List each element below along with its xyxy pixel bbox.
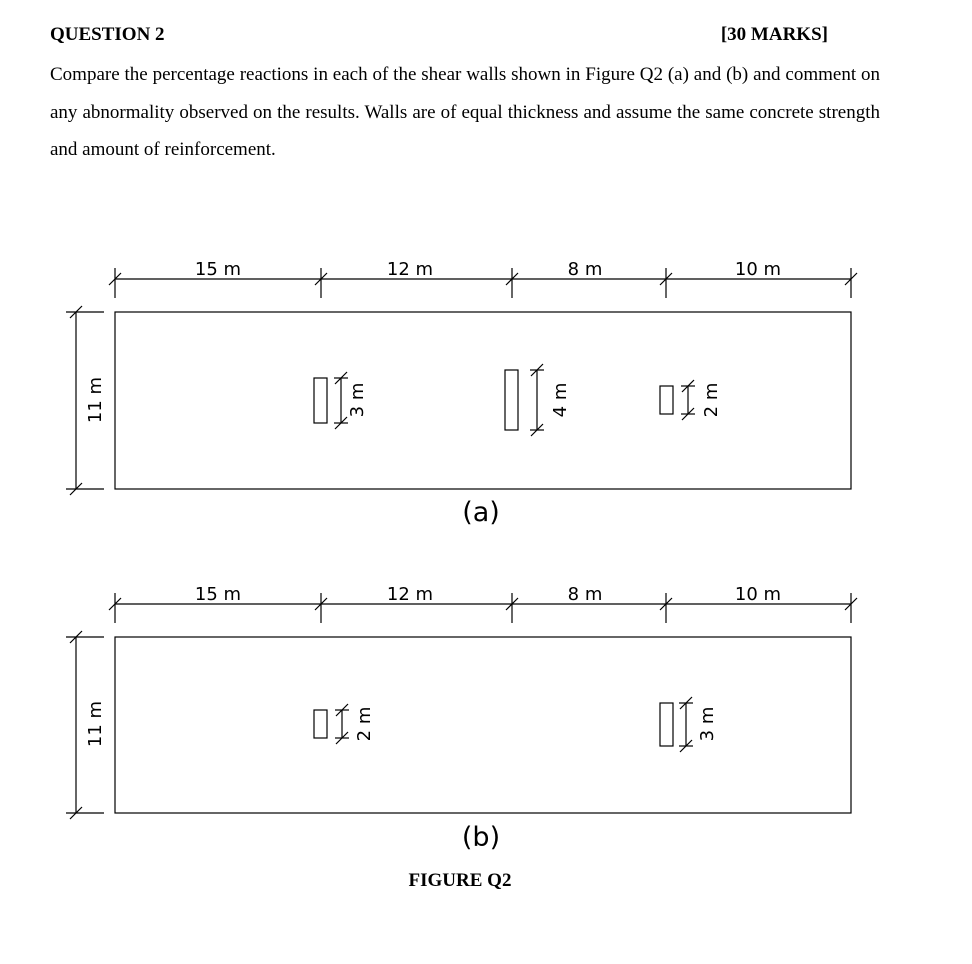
wall-dimension-b1 xyxy=(335,704,349,744)
span-label-a2: 12 m xyxy=(386,259,434,280)
span-label-b1: 15 m xyxy=(194,584,242,605)
shear-wall-b2 xyxy=(660,703,673,746)
wall-dimension-a3 xyxy=(681,380,695,420)
figure-label-a: (a) xyxy=(462,497,500,528)
wall-label-a3: 2 m xyxy=(701,382,722,418)
span-label-b2: 12 m xyxy=(386,584,434,605)
shear-wall-a2 xyxy=(505,370,518,430)
figure-caption: FIGURE Q2 xyxy=(408,870,512,891)
height-label-a: 11 m xyxy=(85,376,106,424)
span-label-a1: 15 m xyxy=(194,259,242,280)
shear-wall-a1 xyxy=(314,378,327,423)
wall-dimension-b2 xyxy=(679,697,693,752)
figure-b xyxy=(66,593,857,819)
question-marks: [30 MARKS] xyxy=(720,24,828,45)
plan-outline-a xyxy=(115,312,851,489)
wall-dimension-a2 xyxy=(530,364,544,436)
wall-label-b2: 3 m xyxy=(697,706,718,742)
figure-label-b: (b) xyxy=(461,822,501,853)
question-text: Compare the percentage reactions in each of the shear walls shown in Figure Q2 (a) and (b) and comment on any abnormality observed on the results. Walls are of equal thickness and assume the same concrete strength and amount of reinforcement. xyxy=(50,64,880,160)
span-label-b4: 10 m xyxy=(734,584,782,605)
span-label-b3: 8 m xyxy=(567,584,603,605)
shear-wall-a3 xyxy=(660,386,673,414)
figure-a xyxy=(66,268,857,495)
span-label-a3: 8 m xyxy=(567,259,603,280)
wall-dimension-a1 xyxy=(334,372,348,429)
wall-label-b1: 2 m xyxy=(354,706,375,742)
height-label-b: 11 m xyxy=(85,700,106,748)
shear-wall-b1 xyxy=(314,710,327,738)
wall-label-a2: 4 m xyxy=(550,382,571,418)
wall-label-a1: 3 m xyxy=(347,382,368,418)
question-title: QUESTION 2 xyxy=(50,24,165,45)
plan-outline-b xyxy=(115,637,851,813)
span-label-a4: 10 m xyxy=(734,259,782,280)
